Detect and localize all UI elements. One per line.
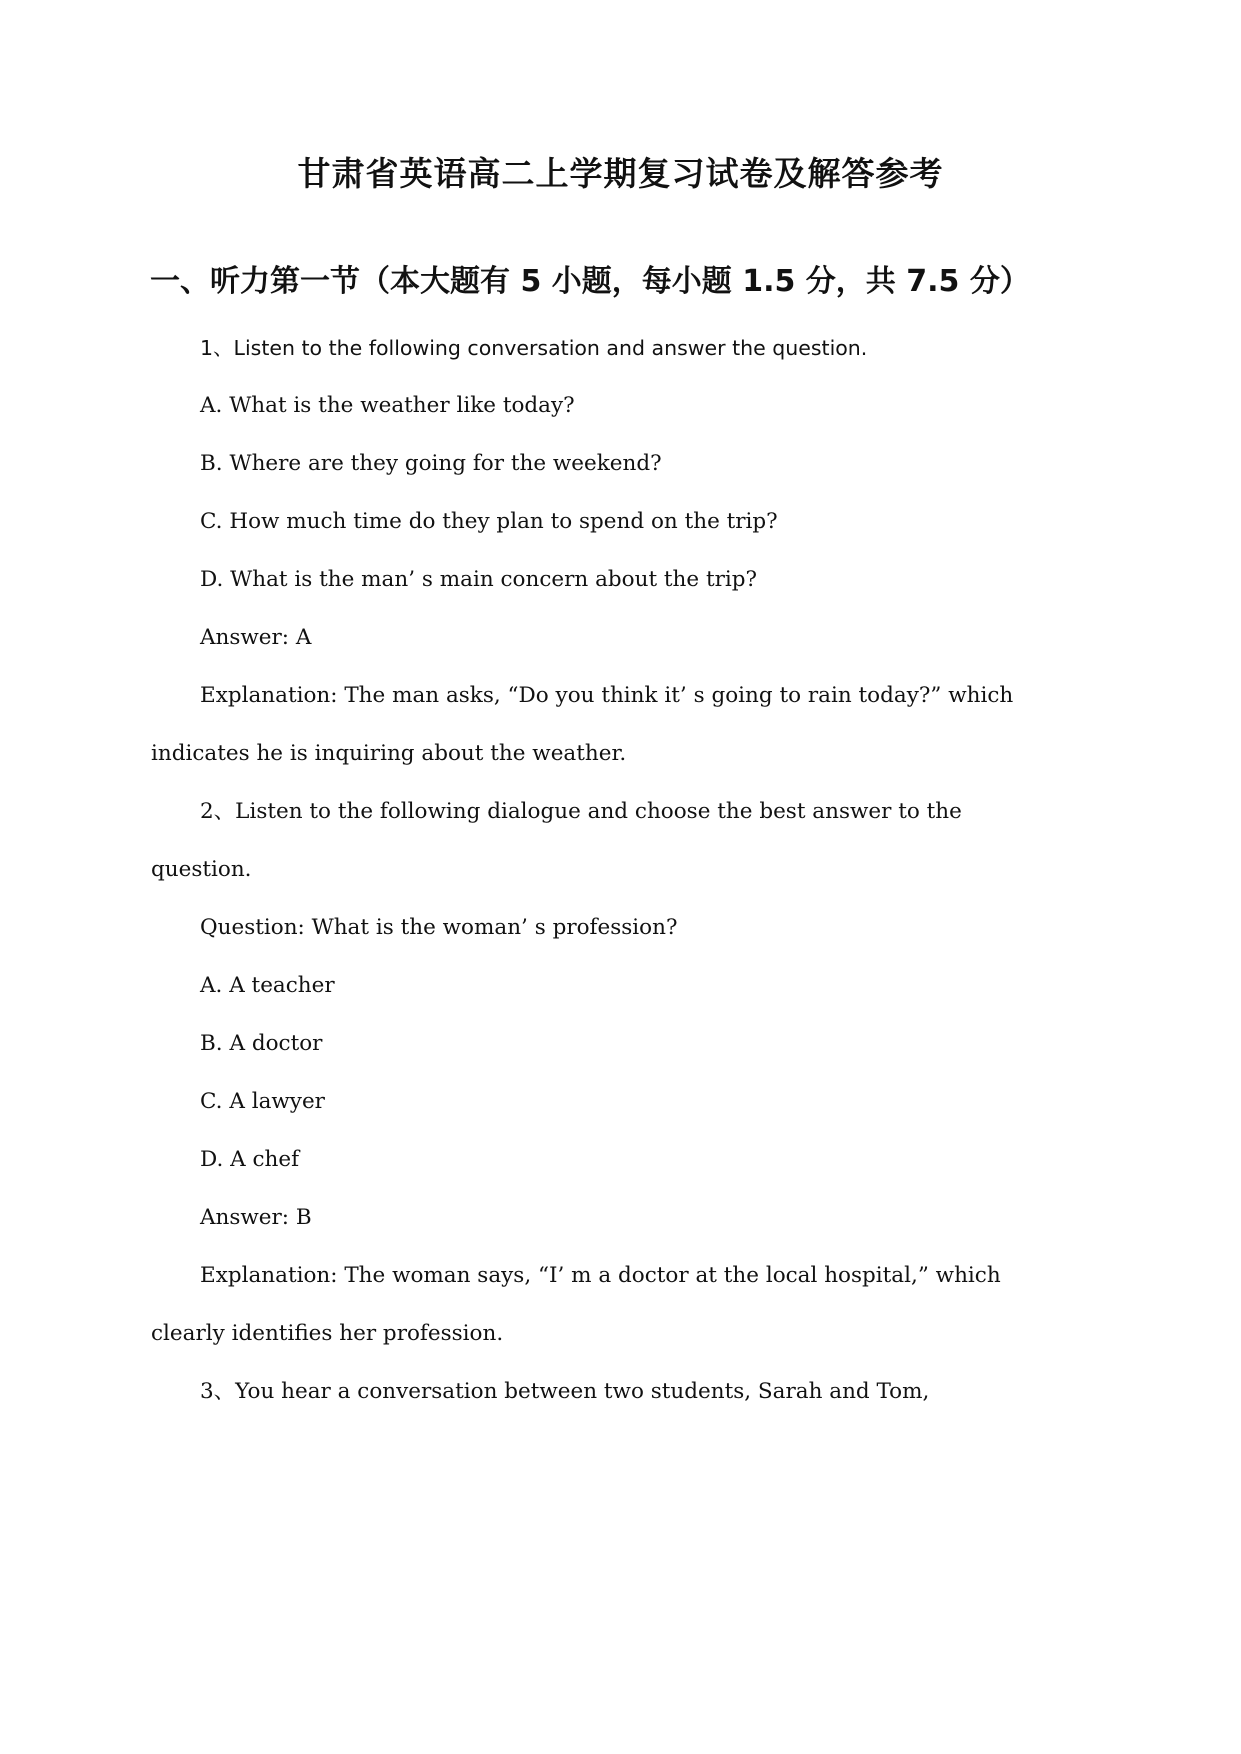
text-line: Explanation: The woman says, “I’ m a doctor at the local hospital,” which bbox=[200, 1263, 1001, 1288]
text-line: D. What is the man’ s main concern about the trip? bbox=[200, 567, 758, 592]
text-line: D. A chef bbox=[200, 1147, 300, 1172]
document-title: 甘肃省英语高二上学期复习试卷及解答参考 bbox=[297, 154, 944, 193]
section-header-listening: 一、听力第一节（本大题有 5 小题，每小题 1.5 分，共 7.5 分） bbox=[150, 264, 1030, 299]
text-line: 1、Listen to the following conversation and answer the question. bbox=[200, 336, 868, 360]
text-line: indicates he is inquiring about the weather. bbox=[151, 741, 627, 766]
text-line: Explanation: The man asks, “Do you think it’ s going to rain today?” which bbox=[200, 683, 1014, 708]
text-line: 2、Listen to the following dialogue and choose the best answer to the bbox=[200, 799, 962, 824]
text-line: Question: What is the woman’ s profession? bbox=[200, 915, 678, 940]
text-line: question. bbox=[151, 857, 252, 882]
text-line: B. A doctor bbox=[200, 1031, 323, 1056]
text-line: C. A lawyer bbox=[200, 1089, 325, 1114]
text-line: Answer: B bbox=[200, 1205, 312, 1230]
text-line: A. A teacher bbox=[200, 973, 335, 998]
text-line: 3、You hear a conversation between two students, Sarah and Tom, bbox=[200, 1379, 930, 1404]
text-line: C. How much time do they plan to spend on the trip? bbox=[200, 509, 778, 534]
text-line: A. What is the weather like today? bbox=[200, 393, 575, 418]
text-line: Answer: A bbox=[200, 625, 312, 650]
text-line: B. Where are they going for the weekend? bbox=[200, 451, 662, 476]
text-line: clearly identifies her profession. bbox=[151, 1321, 504, 1346]
